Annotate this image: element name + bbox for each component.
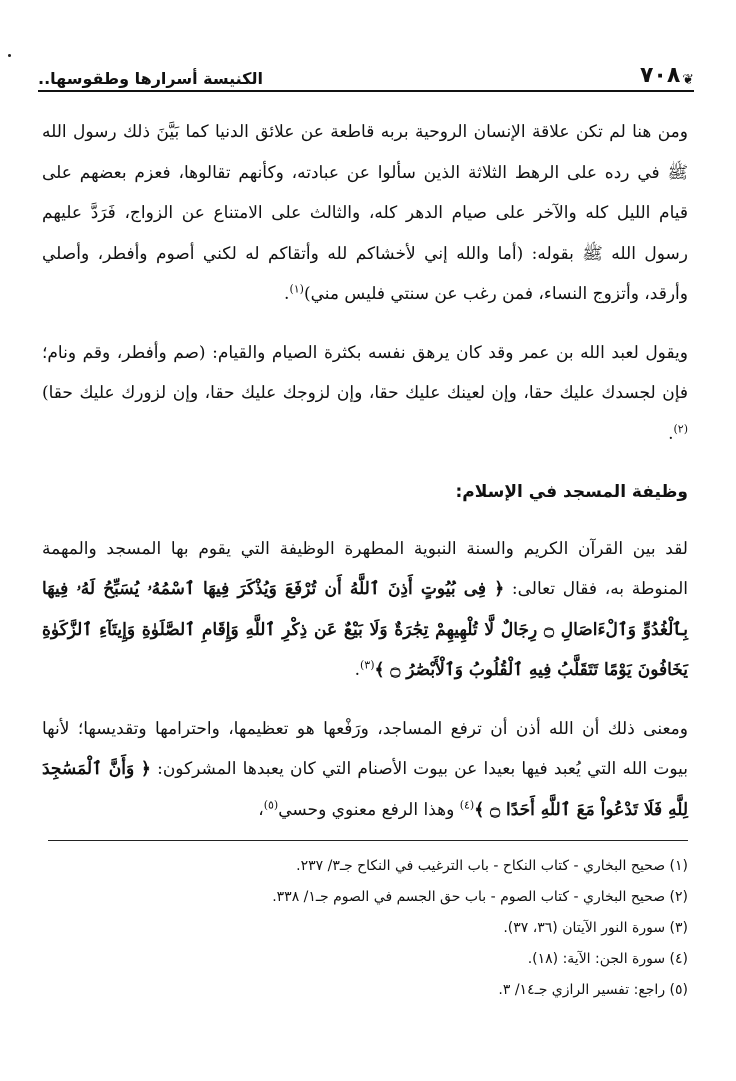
paragraph-3-intro: لقد بين القرآن الكريم والسنة النبوية المطهرة الوظيفة التي يقوم بها المسجد والمهمة المنوطة به، فقال تعالى: <box>42 538 689 599</box>
footnote-3: (٣) سورة النور الآيتان (٣٦، ٣٧). <box>503 920 688 936</box>
paragraph-1 <box>42 112 688 315</box>
paragraph-2 <box>42 333 688 455</box>
footnote-ref-5: (٥) <box>263 797 279 811</box>
paragraph-3 <box>42 529 688 691</box>
footnotes <box>48 840 688 1006</box>
paragraph-1-text: ومن هنا لم تكن علاقة الإنسان الروحية بربه قاطعة عن علائق الدنيا كما بَيَّنَ ذلك رسول الله ﷺ في رده على الرهط الثلاثة الذين سألوا عن عبادته، وكأنهم تقالوها، فعزم بعضهم على قيام الليل كله والآخر على صيام الدهر كله، والثالث على الامتناع عن الزواج، فَرَدَّ عليهم رسول الله ﷺ بقوله: (أما والله إني لأخشاكم لله وأتقاكم له لكني أصوم وأفطر، وأصلي وأرقد، وأتزوج النساء، فمن رغب عن سنتي فليس مني) <box>42 122 688 304</box>
footnote-ref-4: (٤) <box>459 797 475 811</box>
main-text <box>42 112 688 848</box>
paragraph-4-end: ، <box>258 799 264 820</box>
paragraph-1-end: . <box>284 284 290 304</box>
footnote-4: (٤) سورة الجن: الآية: (١٨). <box>527 951 688 967</box>
paragraph-2-text: ويقول لعبد الله بن عمر وقد كان يرهق نفسه بكثرة الصيام والقيام: (صم وأفطر، وقم ونام؛ فإن لجسدك عليك حقا، وإن لعينك عليك حقا، وإن لزوجك عليك حقا، وإن لزورك عليك حقا) <box>42 342 688 403</box>
section-heading: وظيفة المسجد في الإسلام: <box>455 482 688 502</box>
paragraph-3-end: . <box>354 660 360 680</box>
paragraph-2-end: . <box>668 423 674 444</box>
paragraph-4 <box>42 709 688 831</box>
page-number-text: ٧٠٨ <box>639 63 681 88</box>
paragraph-4-mid: وهذا الرفع معنوي وحسي <box>278 799 455 820</box>
quran-verse-1: ﴿ فِى بُيُوتٍ أَذِنَ ٱللَّهُ أَن تُرْفَعَ وَيُذْكَرَ فِيهَا ٱسْمُهُۥ يُسَبِّحُ لَهُۥ فِيهَا بِٱلْغُدُوِّ وَٱلْءَاصَالِ ۝ رِجَالٌ لَّا تُلْهِيهِمْ تِجَٰرَةٌ وَلَا بَيْعٌ عَن ذِكْرِ ٱللَّهِ وَإِقَامِ ٱلصَّلَوٰةِ وَإِيتَآءِ ٱلزَّكَوٰةِ يَخَافُونَ يَوْمًا تَتَقَلَّبُ فِيهِ ٱلْقُلُوبُ وَٱلْأَبْصَٰرُ ۝ ﴾ <box>42 579 688 680</box>
footnote-2: (٢) صحيح البخاري - كتاب الصوم - باب حق الجسم في الصوم جـ١/ ٣٣٨. <box>272 889 688 905</box>
footnote-ref-3: (٣) <box>360 658 375 672</box>
footnote-ref-2: (٢) <box>673 421 688 435</box>
paragraph-4-intro: ومعنى ذلك أن الله أذن أن ترفع المساجد، ورَفْعها هو تعظيمها، واحترامها وتقديسها؛ لأنها بيوت الله التي يُعبد فيها بعيدا عن بيوت الأصنام التي كان يعبدها المشركون: <box>42 718 688 779</box>
running-title: الكنيسة أسرارها وطقوسها.. <box>38 69 263 88</box>
quran-verse-2: ﴿ وَأَنَّ ٱلْمَسَٰجِدَ لِلَّهِ فَلَا تَدْعُواْ مَعَ ٱللَّهِ أَحَدًا ۝ ﴾ <box>42 759 688 820</box>
footnote-5: (٥) راجع: تفسير الرازي جـ١٤/ ٣. <box>498 982 688 998</box>
footnote-1: (١) صحيح البخاري - كتاب النكاح - باب الترغيب في النكاح جـ٣/ ٢٣٧. <box>296 858 688 874</box>
footnote-ref-1: (١) <box>289 282 304 296</box>
ornament-icon: ❦ <box>682 72 694 88</box>
page-number <box>640 63 694 88</box>
page-header <box>38 54 694 92</box>
